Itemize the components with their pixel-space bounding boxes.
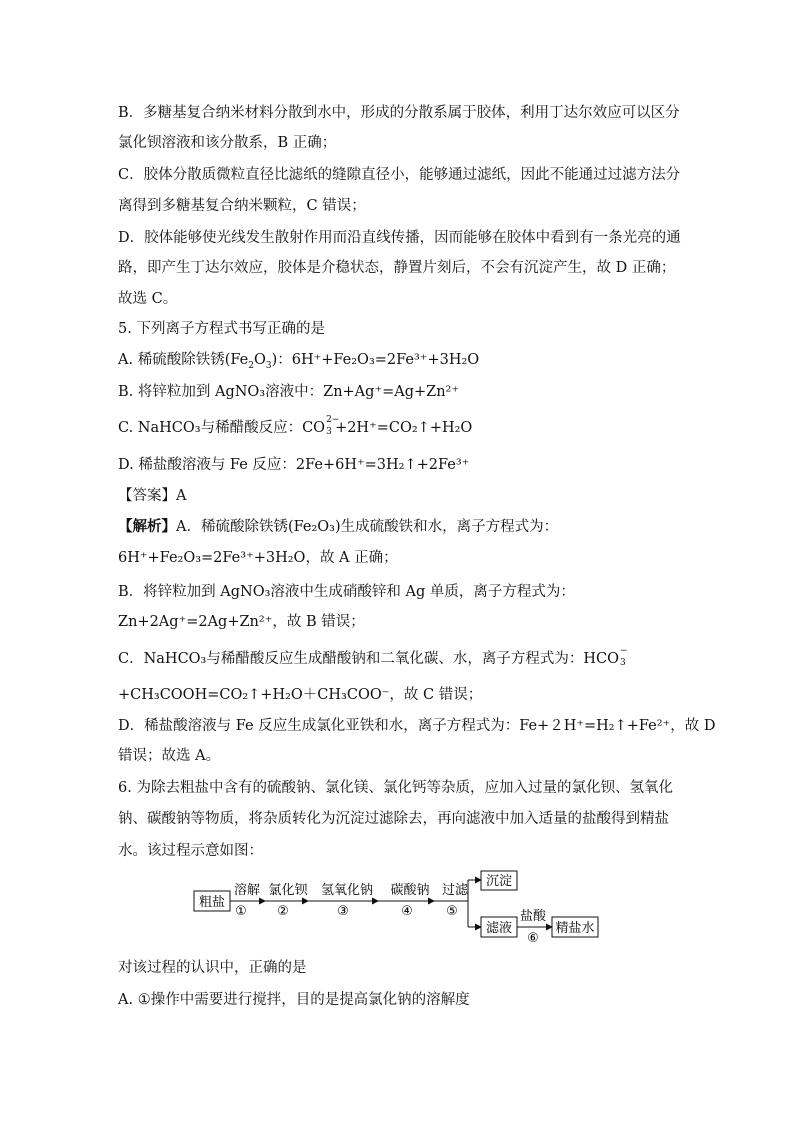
q5-analysis-c2: +CH₃COOH=CO₂↑+H₂O＋CH₃COO⁻，故 C 错误； xyxy=(118,687,483,703)
q5-option-c-sub: 3 xyxy=(326,427,332,437)
explanation-c-line1: C．胶体分散质微粒直径比滤纸的缝隙直径小，能够通过滤纸，因此不能通过过滤方法分 xyxy=(118,167,681,183)
q5-analysis-a1-text: A．稀硫酸除铁锈(Fe₂O₃)生成硫酸铁和水，离子方程式为： xyxy=(176,519,559,535)
flow-step1-num: ① xyxy=(235,904,247,919)
q5-answer: 【答案】A xyxy=(118,488,187,504)
flow-step5-num: ⑤ xyxy=(446,904,458,919)
flow-step3-num: ③ xyxy=(337,904,349,919)
flow-filtrate-label: 滤液 xyxy=(485,921,513,936)
q5-analysis-a2: 6H⁺+Fe₂O₃=2Fe³⁺+3H₂O，故 A 正确； xyxy=(118,550,398,566)
q5-analysis-b2: Zn+2Ag⁺=2Ag+Zn²⁺，故 B 错误； xyxy=(118,614,365,630)
q6-option-a: A. ①操作中需要进行搅拌，目的是提高氯化钠的溶解度 xyxy=(118,992,470,1008)
q5-option-b: B. 将锌粒加到 AgNO₃溶液中：Zn+Ag⁺=Ag+Zn²⁺ xyxy=(118,384,460,400)
q6-flow-diagram xyxy=(0,870,794,950)
q5-option-a-sub2: 3 xyxy=(265,360,272,371)
flow-precipitate-label: 沉淀 xyxy=(485,874,513,889)
explanation-d-line1: D．胶体能够使光线发生散射作用而沿直线传播，因而能够在胶体中看到有一条光亮的通 xyxy=(118,230,681,246)
flow-acid-label: 盐酸 xyxy=(519,909,547,924)
q5-analysis-c1 xyxy=(118,646,629,669)
q5-option-d: D. 稀盐酸溶液与 Fe 反应：2Fe+6H⁺=3H₂↑+2Fe³⁺ xyxy=(118,457,470,473)
q6-stem-line3: 水。该过程示意如图： xyxy=(118,843,263,859)
explanation-b-line2: 氯化钡溶液和该分散系，B 正确； xyxy=(118,135,337,151)
q5-analysis-c1-sub: 3 xyxy=(620,658,626,668)
q6-question: 对该过程的认识中，正确的是 xyxy=(118,960,307,976)
flow-step4-label: 碳酸钠 xyxy=(390,883,430,898)
flow-step3-label: 氢氧化钠 xyxy=(320,883,374,898)
explanation-conclusion: 故选 C。 xyxy=(118,291,178,307)
q5-option-c-suffix: +2H⁺=CO₂↑+H₂O xyxy=(335,420,473,436)
explanation-d-line2: 路，即产生丁达尔效应，胶体是介稳状态，静置片刻后，不会有沉淀产生，故 D 正确； xyxy=(118,260,676,276)
q6-stem-line2: 钠、碳酸钠等物质，将杂质转化为沉淀过滤除去，再向滤液中加入适量的盐酸得到精盐 xyxy=(118,811,669,827)
q5-analysis-a1 xyxy=(118,517,558,537)
flow-step5-label: 过滤 xyxy=(441,883,469,898)
q5-option-c-ion xyxy=(326,415,340,438)
flow-end-label: 精盐水 xyxy=(555,921,595,936)
q5-analysis-d2: 错误；故选 A。 xyxy=(118,748,221,764)
q5-option-a xyxy=(118,350,479,370)
q5-analysis-c1-ion xyxy=(620,646,628,669)
explanation-b-line1: B．多糖基复合纳米材料分散到水中，形成的分散系属于胶体，利用丁达尔效应可以区分 xyxy=(118,105,680,121)
q5-analysis-c1-prefix: C．NaHCO₃与稀醋酸反应生成醋酸钠和二氧化碳、水，离子方程式为：HCO xyxy=(118,651,619,667)
flow-step2-label: 氯化钡 xyxy=(268,883,308,898)
q6-stem-line1: 6. 为除去粗盐中含有的硫酸钠、氯化镁、氯化钙等杂质，应加入过量的氯化钡、氢氧化 xyxy=(118,780,673,796)
q5-analysis-c1-charge: − xyxy=(620,646,628,656)
flow-acid-num: ⑥ xyxy=(527,931,539,946)
q5-analysis-label: 【解析】 xyxy=(118,518,176,535)
q5-option-c xyxy=(118,415,473,438)
q5-stem: 5. 下列离子方程式书写正确的是 xyxy=(118,321,325,337)
q5-analysis-b1: B．将锌粒加到 AgNO₃溶液中生成硝酸锌和 Ag 单质，离子方程式为： xyxy=(118,584,575,600)
q5-option-a-prefix: A. 稀硫酸除铁锈(Fe xyxy=(118,352,249,368)
flow-step2-num: ② xyxy=(277,904,289,919)
q5-option-c-charge: 2− xyxy=(326,415,340,425)
q5-option-a-sub: 2 xyxy=(248,360,254,371)
explanation-c-line2: 离得到多糖基复合纳米颗粒，C 错误； xyxy=(118,198,366,214)
q5-option-c-prefix: C. NaHCO₃与稀醋酸反应：CO xyxy=(118,420,326,436)
flow-step1-label: 溶解 xyxy=(233,883,261,898)
flow-step4-num: ④ xyxy=(401,904,413,919)
q5-analysis-d1: D．稀盐酸溶液与 Fe 反应生成氯化亚铁和水，离子方程式为：Fe+２H⁺=H₂↑+Fe²⁺，故 D xyxy=(118,718,716,734)
q5-option-a-eq: )：6H⁺+Fe₂O₃=2Fe³⁺+3H₂O xyxy=(271,352,480,368)
q5-option-a-mid: O xyxy=(253,352,266,368)
flow-start-label: 粗盐 xyxy=(198,895,226,910)
